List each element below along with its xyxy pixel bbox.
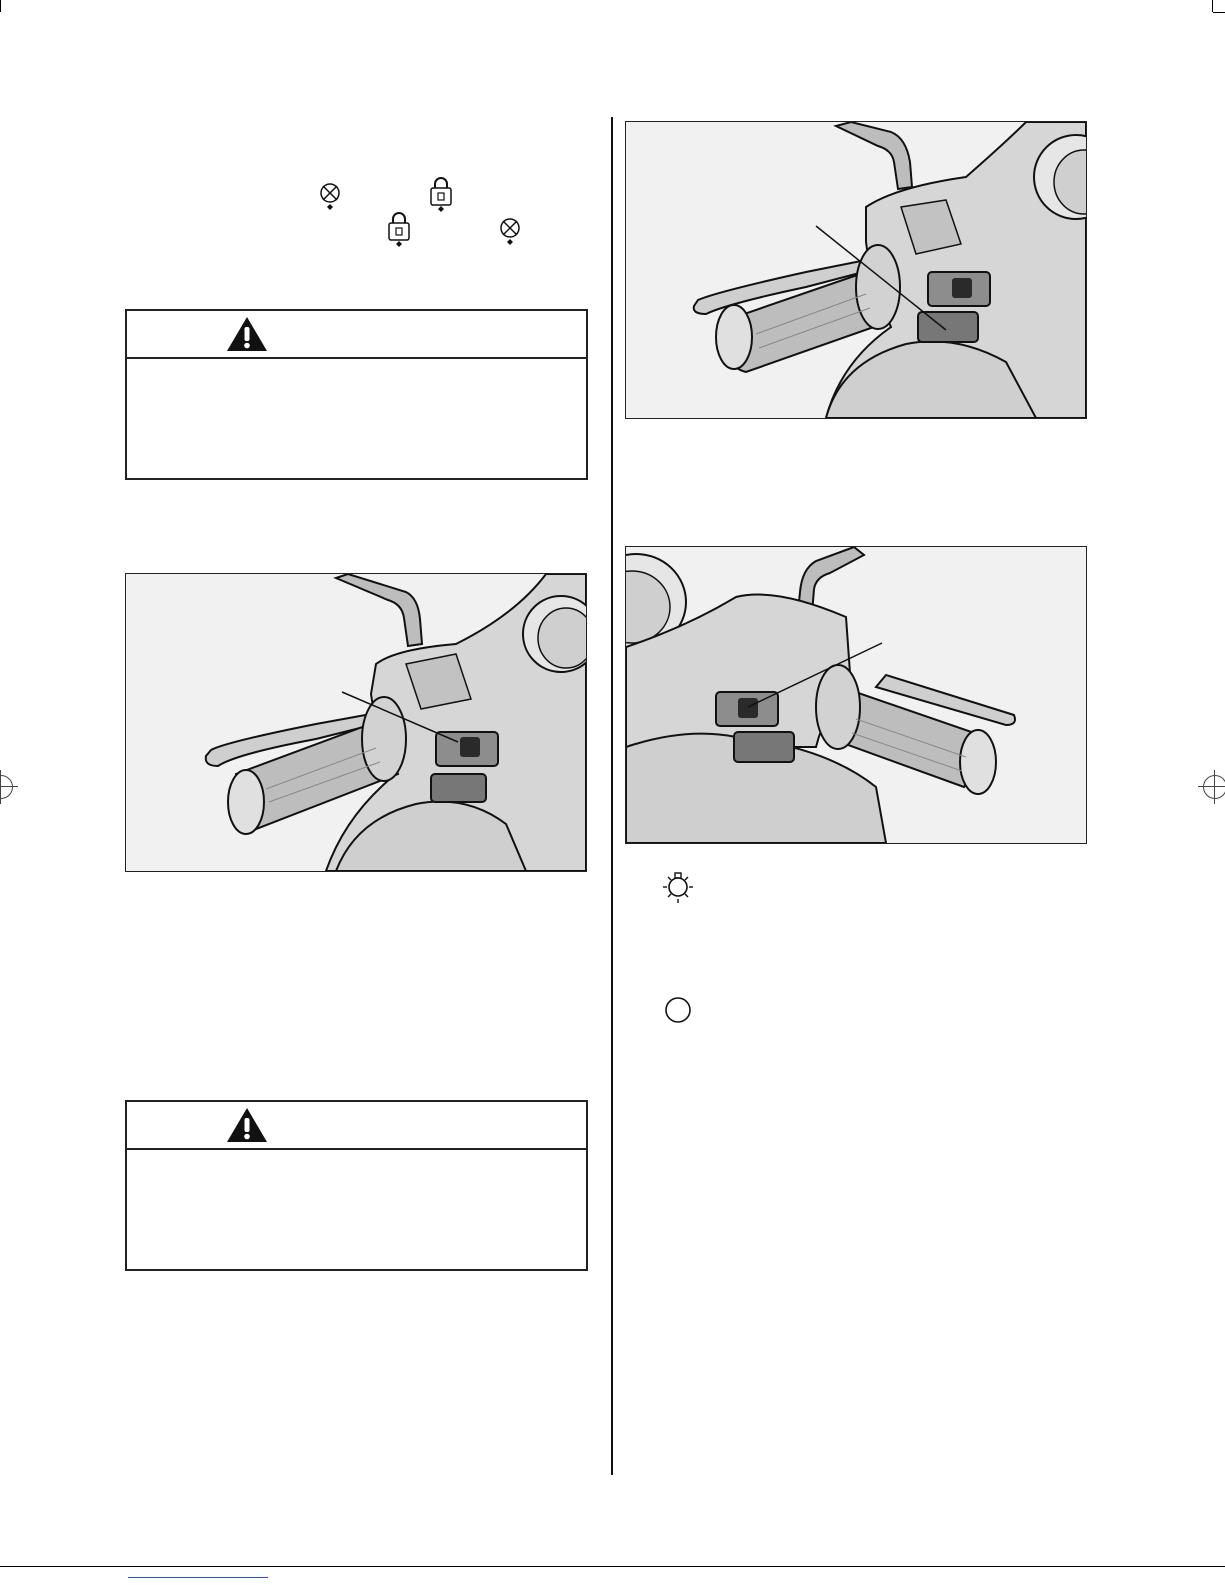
warning-box bbox=[125, 309, 588, 480]
crop-mark-bottom-line bbox=[0, 1566, 1225, 1567]
registration-mark-right bbox=[1203, 775, 1225, 799]
right-handlebar-light-switch-figure bbox=[625, 546, 1087, 844]
warning-triangle-icon bbox=[225, 315, 269, 353]
column-divider bbox=[611, 117, 613, 1475]
footer-link-underline bbox=[128, 1577, 268, 1578]
warning-box bbox=[125, 1100, 588, 1271]
circle-outline-icon bbox=[664, 996, 692, 1024]
crop-mark-top-right-h bbox=[1213, 12, 1225, 13]
padlock-icon bbox=[429, 176, 453, 212]
padlock-icon bbox=[387, 211, 411, 247]
warning-header bbox=[127, 311, 586, 359]
light-bulb-rays-icon bbox=[660, 868, 696, 904]
left-handlebar-horn-figure bbox=[625, 121, 1087, 419]
registration-mark-left bbox=[0, 775, 13, 799]
crop-mark-top-left bbox=[0, 0, 1, 12]
crop-mark-top-right bbox=[1212, 0, 1213, 12]
crossed-circle-icon bbox=[318, 181, 342, 211]
warning-header bbox=[127, 1102, 586, 1150]
warning-triangle-icon bbox=[225, 1106, 269, 1144]
left-handlebar-switch-figure bbox=[125, 573, 587, 872]
crossed-circle-icon bbox=[498, 216, 522, 246]
